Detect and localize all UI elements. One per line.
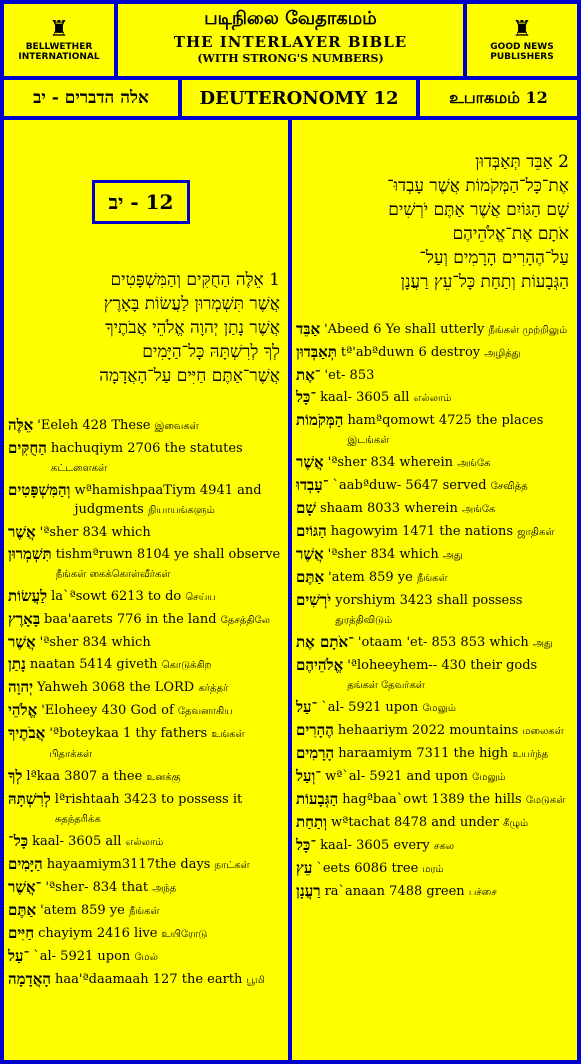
gloss	[325, 767, 571, 787]
hebrew-word: הַגּוֹיִם	[296, 522, 327, 540]
gloss	[328, 568, 571, 588]
gloss-tamil: பூமி	[246, 975, 265, 986]
lamp-icon: ♜	[512, 17, 532, 42]
list-item	[8, 678, 282, 698]
hebrew-word: הָאֲדָמָה	[8, 970, 51, 988]
gloss-english: 'ªsher- 834 that	[45, 880, 149, 895]
gloss	[342, 790, 571, 810]
gloss	[338, 721, 571, 741]
verse-1-hebrew	[99, 268, 280, 388]
gloss	[26, 767, 282, 787]
hebrew-word: ־עַל	[8, 947, 30, 965]
gloss-english: chayiym 2416 live	[38, 926, 158, 941]
gloss	[316, 859, 571, 879]
list-item	[8, 545, 282, 584]
gloss-tamil: அது	[442, 550, 463, 561]
hebrew-word: הֶהָרִים	[296, 721, 334, 739]
list-item	[8, 901, 282, 921]
gloss-tamil: தேசத்திலே	[220, 615, 270, 626]
gloss-english: Yahweh 3068 the LORD	[37, 680, 195, 695]
gloss	[347, 656, 571, 695]
gloss-english: `al- 5921 upon	[33, 949, 131, 964]
gloss	[37, 678, 282, 698]
gloss-english: `al- 5921 upon	[321, 700, 419, 715]
gloss-english: ra`anaan 7488 green	[324, 884, 465, 899]
gloss-tamil: மேலும்	[472, 772, 506, 783]
gloss	[320, 836, 571, 856]
list-item	[8, 633, 282, 652]
gloss	[320, 499, 571, 519]
gloss	[49, 724, 282, 764]
gloss	[37, 416, 282, 436]
gloss	[40, 901, 282, 921]
gloss-tamil: மேலும்	[422, 703, 456, 714]
list-item	[296, 882, 571, 902]
gloss-tamil: அங்கே	[457, 458, 491, 469]
gloss-tamil: சகல	[433, 841, 455, 852]
gloss-tamil: கீழும்	[502, 818, 529, 829]
verse-line: לְךָ לְרִשְׁתָּהּ כָּל־הַיָּמִים	[142, 342, 280, 362]
hebrew-word: בָּאָרֶץ	[8, 610, 41, 628]
list-item	[8, 947, 282, 967]
hebrew-word: אַתֶּם	[8, 901, 37, 919]
gloss	[40, 523, 282, 542]
gloss	[325, 366, 571, 385]
gloss-tamil: கர்த்தர்	[198, 683, 229, 694]
hebrew-word: אֲשֶׁר	[8, 633, 36, 651]
bellwether-logo-text: BELLWETHER INTERNATIONAL	[18, 42, 100, 62]
list-item	[8, 416, 282, 436]
lamp-icon: ♜	[49, 17, 69, 42]
hebrew-word: אֵלֶּה	[8, 416, 34, 434]
gloss-tamil: தங்கள் தேவர்கள்	[347, 680, 425, 691]
gloss-tamil: நியாயங்களும்	[147, 505, 215, 516]
list-item	[296, 767, 571, 787]
gloss-tamil: சுதந்தரிக்க	[54, 814, 101, 825]
verse-line: אֲשֶׁר נָתַן יְהוָה אֱלֹהֵי אֲבֹתֶיךָ	[105, 318, 280, 338]
left-column	[4, 120, 288, 1060]
gloss-english: kaal- 3605 every	[320, 838, 430, 853]
gloss-tamil: நீங்கள் முற்றிலும்	[488, 325, 568, 336]
gloss-english: hagªbaa`owt 1389 the hills	[342, 792, 522, 807]
gloss-english: 'ªsher 834 which	[327, 547, 439, 562]
title-tamil: படிநிலை வேதாகமம்	[204, 8, 377, 29]
hebrew-word: וְתַחַת	[296, 813, 328, 831]
gloss-tamil: இவைகள்	[154, 421, 199, 432]
hebrew-word: אַבֵּד	[296, 320, 321, 338]
gloss-tamil: நாட்கள்	[214, 860, 250, 871]
gloss-english: 'otaam 'et- 853 853 which	[357, 635, 529, 650]
list-item	[8, 767, 282, 787]
gloss-tamil: மலைகள்	[522, 726, 564, 737]
gloss	[328, 453, 571, 473]
hebrew-word: לַעֲשׂוֹת	[8, 587, 48, 605]
gloss-tamil: துரத்திவிடும்	[335, 615, 393, 626]
hebrew-word: ־אֹתָם אֶת	[296, 633, 354, 651]
list-item	[296, 633, 571, 653]
gloss	[335, 591, 571, 630]
gloss	[55, 970, 282, 990]
title-subtitle: (WITH STRONG'S NUMBERS)	[197, 52, 384, 65]
list-item	[8, 610, 282, 630]
list-item	[8, 439, 282, 478]
gloss-english: 'atem 859 ye	[328, 570, 413, 585]
gloss-english: haraamiym 7311 the high	[338, 746, 509, 761]
gloss	[358, 633, 571, 653]
hebrew-word: ־אֶת	[296, 366, 321, 384]
gloss-tamil: நீங்கள்	[416, 573, 448, 584]
page-title	[118, 4, 463, 76]
gloss	[33, 947, 282, 967]
hebrew-word: שָׁם	[296, 499, 316, 517]
hebrew-word: תְּאַבְּדוּן	[296, 343, 337, 361]
hebrew-word: הָרָמִים	[296, 744, 335, 762]
verse-line: אֶת־כָּל־הַמְּקֹמוֹת אֲשֶׁר עָבְדוּ־	[387, 176, 569, 196]
gloss	[55, 790, 282, 829]
hebrew-word: חַיִּים	[8, 924, 35, 942]
gloss-english: tª'abªduwn 6 destroy	[340, 345, 481, 360]
list-item	[296, 499, 571, 519]
good-news-logo-text: GOOD NEWS PUBLISHERS	[490, 42, 554, 62]
verse-line: שָׁם הַגּוֹיִם אֲשֶׁר אַתֶּם יֹרְשִׁים	[388, 200, 569, 220]
gloss-english: 'Abeed 6 Ye shall utterly	[324, 322, 485, 337]
list-item	[8, 724, 282, 764]
gloss	[338, 744, 571, 764]
gloss-english: 'Eeleh 428 These	[37, 418, 151, 433]
list-item	[8, 970, 282, 990]
gloss	[347, 411, 571, 450]
gloss-english: 'ªloheeyhem-- 430 their gods	[347, 658, 538, 673]
list-item	[296, 591, 571, 630]
gloss-english: hamªqomowt 4725 the places	[347, 413, 544, 428]
list-item	[8, 878, 282, 898]
list-item	[8, 481, 282, 520]
verse-line: אֲשֶׁר תִּשְׁמְרוּן לַעֲשׂוֹת בָּאָרֶץ	[103, 294, 280, 314]
gloss-english: tishmªruwn 8104 ye shall observe	[55, 547, 281, 562]
hebrew-word: לְרִשְׁתָּהּ	[8, 790, 51, 808]
verse-line: אֹתָם אֶת־אֱלֹהֵיהֶם	[452, 224, 569, 244]
gloss-tamil: கொடுக்கிற	[161, 660, 212, 671]
hebrew-word: אֲשֶׁר	[296, 453, 324, 471]
verse-line: עַל־הֶהָרִים הָרָמִים וְעַל־	[419, 248, 569, 268]
gloss	[32, 832, 282, 852]
verse-line: 1 אֵלֶּה הַחֻקִּים וְהַמִּשְׁפָּטִים	[110, 270, 280, 290]
gloss-tamil: நீங்கள்	[128, 906, 160, 917]
list-item	[8, 655, 282, 675]
hebrew-word: אֱלֹהֵי	[8, 701, 38, 719]
gloss-english: hachuqiym 2706 the statutes	[50, 441, 243, 456]
gloss	[30, 655, 282, 675]
verse-line: אֲשֶׁר־אַתֶּם חַיִּים עַל־הָאֲדָמָה	[99, 366, 280, 386]
list-item	[296, 522, 571, 542]
gloss	[331, 813, 571, 833]
hebrew-word: ־כָּל	[296, 388, 317, 406]
list-item	[296, 411, 571, 450]
gloss-english: wª`al- 5921 and upon	[325, 769, 469, 784]
hebrew-word: אֲבֹתֶיךָ	[8, 724, 46, 742]
gloss-english: 'ªsher 834 which	[39, 525, 151, 540]
hebrew-word: הַמְּקֹמוֹת	[296, 411, 344, 429]
gloss	[40, 633, 282, 652]
gloss	[44, 610, 282, 630]
gloss-english: `eets 6086 tree	[316, 861, 419, 876]
bellwether-logo	[4, 4, 114, 76]
gloss-english: 'ªboteykaa 1 thy fathers	[49, 726, 208, 741]
verse-2-hebrew	[387, 150, 569, 294]
hebrew-word: לְךָ	[8, 767, 23, 785]
gloss-english: 'et- 853	[324, 368, 375, 383]
gloss-english: lªrishtaah 3423 to possess it	[54, 792, 243, 807]
title-english: THE INTERLAYER BIBLE	[173, 33, 408, 51]
gloss-english: baa'aarets 776 in the land	[44, 612, 217, 627]
gloss-english: 'Eloheey 430 God of	[41, 703, 174, 718]
gloss-tamil: இடங்கள்	[347, 435, 390, 446]
list-item	[8, 701, 282, 721]
gloss-english: 'atem 859 ye	[40, 903, 125, 918]
gloss-tamil: அழித்து	[484, 348, 521, 359]
list-item	[296, 744, 571, 764]
list-item	[296, 366, 571, 385]
hebrew-word: יֹרְשִׁים	[296, 591, 332, 609]
gloss-english: wªtachat 8478 and under	[331, 815, 499, 830]
right-entries	[296, 320, 571, 905]
gloss	[324, 320, 571, 340]
gloss	[333, 476, 571, 496]
gloss	[331, 522, 571, 542]
gloss-english: kaal- 3605 all	[320, 390, 410, 405]
gloss-english: yorshiym 3423 shall possess	[335, 593, 523, 608]
hebrew-word: אֱלֹהֵיהֶם	[296, 656, 344, 674]
list-item	[296, 859, 571, 879]
gloss	[320, 388, 571, 408]
gloss-tamil: நீங்கள் கைக்கொள்வீர்கள்	[55, 569, 171, 580]
left-entries	[8, 416, 282, 993]
right-column	[292, 120, 577, 1060]
gloss-english: shaam 8033 wherein	[319, 501, 458, 516]
gloss-tamil: எல்லாம்	[125, 837, 164, 848]
gloss-english: kaal- 3605 all	[32, 834, 122, 849]
list-item	[8, 587, 282, 607]
list-item	[296, 320, 571, 340]
verse-line: הַגְּבָעוֹת וְתַחַת כָּל־עֵץ רַעֲנָן	[400, 272, 569, 292]
chapter-label: 12 - יב	[92, 180, 190, 224]
list-item	[296, 656, 571, 695]
hebrew-word: רַעֲנָן	[296, 882, 321, 900]
hebrew-word: הַחֻקִּים	[8, 439, 47, 457]
gloss-english: `aabªduw- 5647 served	[332, 478, 487, 493]
hebrew-word: אֲשֶׁר	[296, 545, 324, 563]
gloss	[328, 545, 571, 565]
hebrew-word: הַגְּבָעוֹת	[296, 790, 339, 808]
hebrew-word: ־וְעַל	[296, 767, 322, 785]
gloss-english: 'ªsher 834 wherein	[327, 455, 454, 470]
gloss-english: wªhamishpaaTiym 4941 and judgments	[74, 483, 262, 517]
gloss-tamil: பச்சை	[468, 887, 497, 898]
gloss-tamil: அது	[532, 638, 553, 649]
gloss-tamil: கட்டளைகள்	[50, 463, 108, 474]
gloss-tamil: உயர்ந்த	[512, 749, 549, 760]
gloss	[75, 481, 283, 520]
list-item	[296, 476, 571, 496]
gloss	[41, 701, 282, 721]
list-item	[296, 790, 571, 810]
tamil-book-ref: உபாகமம் 12	[420, 80, 577, 116]
gloss	[45, 878, 282, 898]
hebrew-word: ־עָבְדוּ	[296, 476, 329, 494]
gloss-english: haa'ªdaamaah 127 the earth	[55, 972, 243, 987]
hebrew-word: יְהוָה	[8, 678, 34, 696]
list-item	[8, 924, 282, 944]
good-news-logo	[467, 4, 577, 76]
gloss	[51, 587, 282, 607]
hebrew-word: תִּשְׁמְרוּן	[8, 545, 52, 563]
list-item	[8, 523, 282, 542]
gloss-tamil: அங்கே	[461, 504, 496, 515]
hebrew-book-ref: אלה הדברים - יב	[4, 80, 178, 116]
hebrew-word: ־כָּל	[296, 836, 317, 854]
gloss	[51, 439, 282, 478]
list-item	[296, 568, 571, 588]
list-item	[296, 453, 571, 473]
list-item	[296, 698, 571, 718]
gloss-english: la`ªsowt 6213 to do	[51, 589, 182, 604]
list-item	[296, 836, 571, 856]
verse-line: 2 אַבֵּד תְּאַבְּדוּן	[475, 152, 569, 172]
gloss-tamil: சேவித்த	[490, 481, 528, 492]
gloss-english: lªkaa 3807 a thee	[26, 769, 143, 784]
gloss-english: hehaariym 2022 mountains	[337, 723, 519, 738]
gloss-tamil: உனக்கு	[146, 772, 181, 783]
list-item	[296, 343, 571, 363]
hebrew-word: ־אֲשֶׁר	[8, 878, 42, 896]
list-item	[296, 813, 571, 833]
list-item	[296, 721, 571, 741]
gloss-tamil: மேடுகள்	[525, 795, 566, 806]
list-item	[296, 388, 571, 408]
list-item	[8, 790, 282, 829]
gloss-english: hagowyim 1471 the nations	[330, 524, 514, 539]
list-item	[296, 545, 571, 565]
hebrew-word: עֵץ	[296, 859, 313, 877]
gloss-english: naatan 5414 giveth	[29, 657, 158, 672]
english-book-ref: DEUTERONOMY 12	[182, 80, 416, 116]
hebrew-word: וְהַמִּשְׁפָּטִים	[8, 481, 71, 499]
gloss-english: 'ªsher 834 which	[39, 635, 151, 650]
hebrew-word: הַיָּמִים	[8, 855, 43, 873]
gloss	[325, 882, 571, 902]
gloss	[38, 924, 282, 944]
gloss	[47, 855, 282, 875]
gloss-tamil: எல்லாம்	[413, 393, 452, 404]
hebrew-word: אַתֶּם	[296, 568, 325, 586]
gloss-tamil: மேல்	[134, 952, 158, 963]
list-item	[8, 832, 282, 852]
hebrew-word: כָּל־	[8, 832, 29, 850]
hebrew-word: ־עַל	[296, 698, 318, 716]
gloss-tamil: மரம்	[422, 864, 444, 875]
gloss-tamil: ஜாதிகள்	[517, 527, 555, 538]
gloss	[341, 343, 571, 363]
gloss-tamil: தேவனாகிய	[177, 706, 233, 717]
hebrew-word: נָתַן	[8, 655, 26, 673]
gloss-tamil: அந்த	[152, 883, 177, 894]
hebrew-word: אֲשֶׁר	[8, 523, 36, 541]
gloss-tamil: உங்கள் பிதாக்கள்	[49, 729, 245, 760]
gloss	[56, 545, 282, 584]
gloss	[321, 698, 571, 718]
gloss-tamil: உயிரோடு	[161, 929, 208, 940]
gloss-tamil: செய்ய	[185, 592, 216, 603]
list-item	[8, 855, 282, 875]
gloss-english: hayaamiym3117the days	[46, 857, 211, 872]
